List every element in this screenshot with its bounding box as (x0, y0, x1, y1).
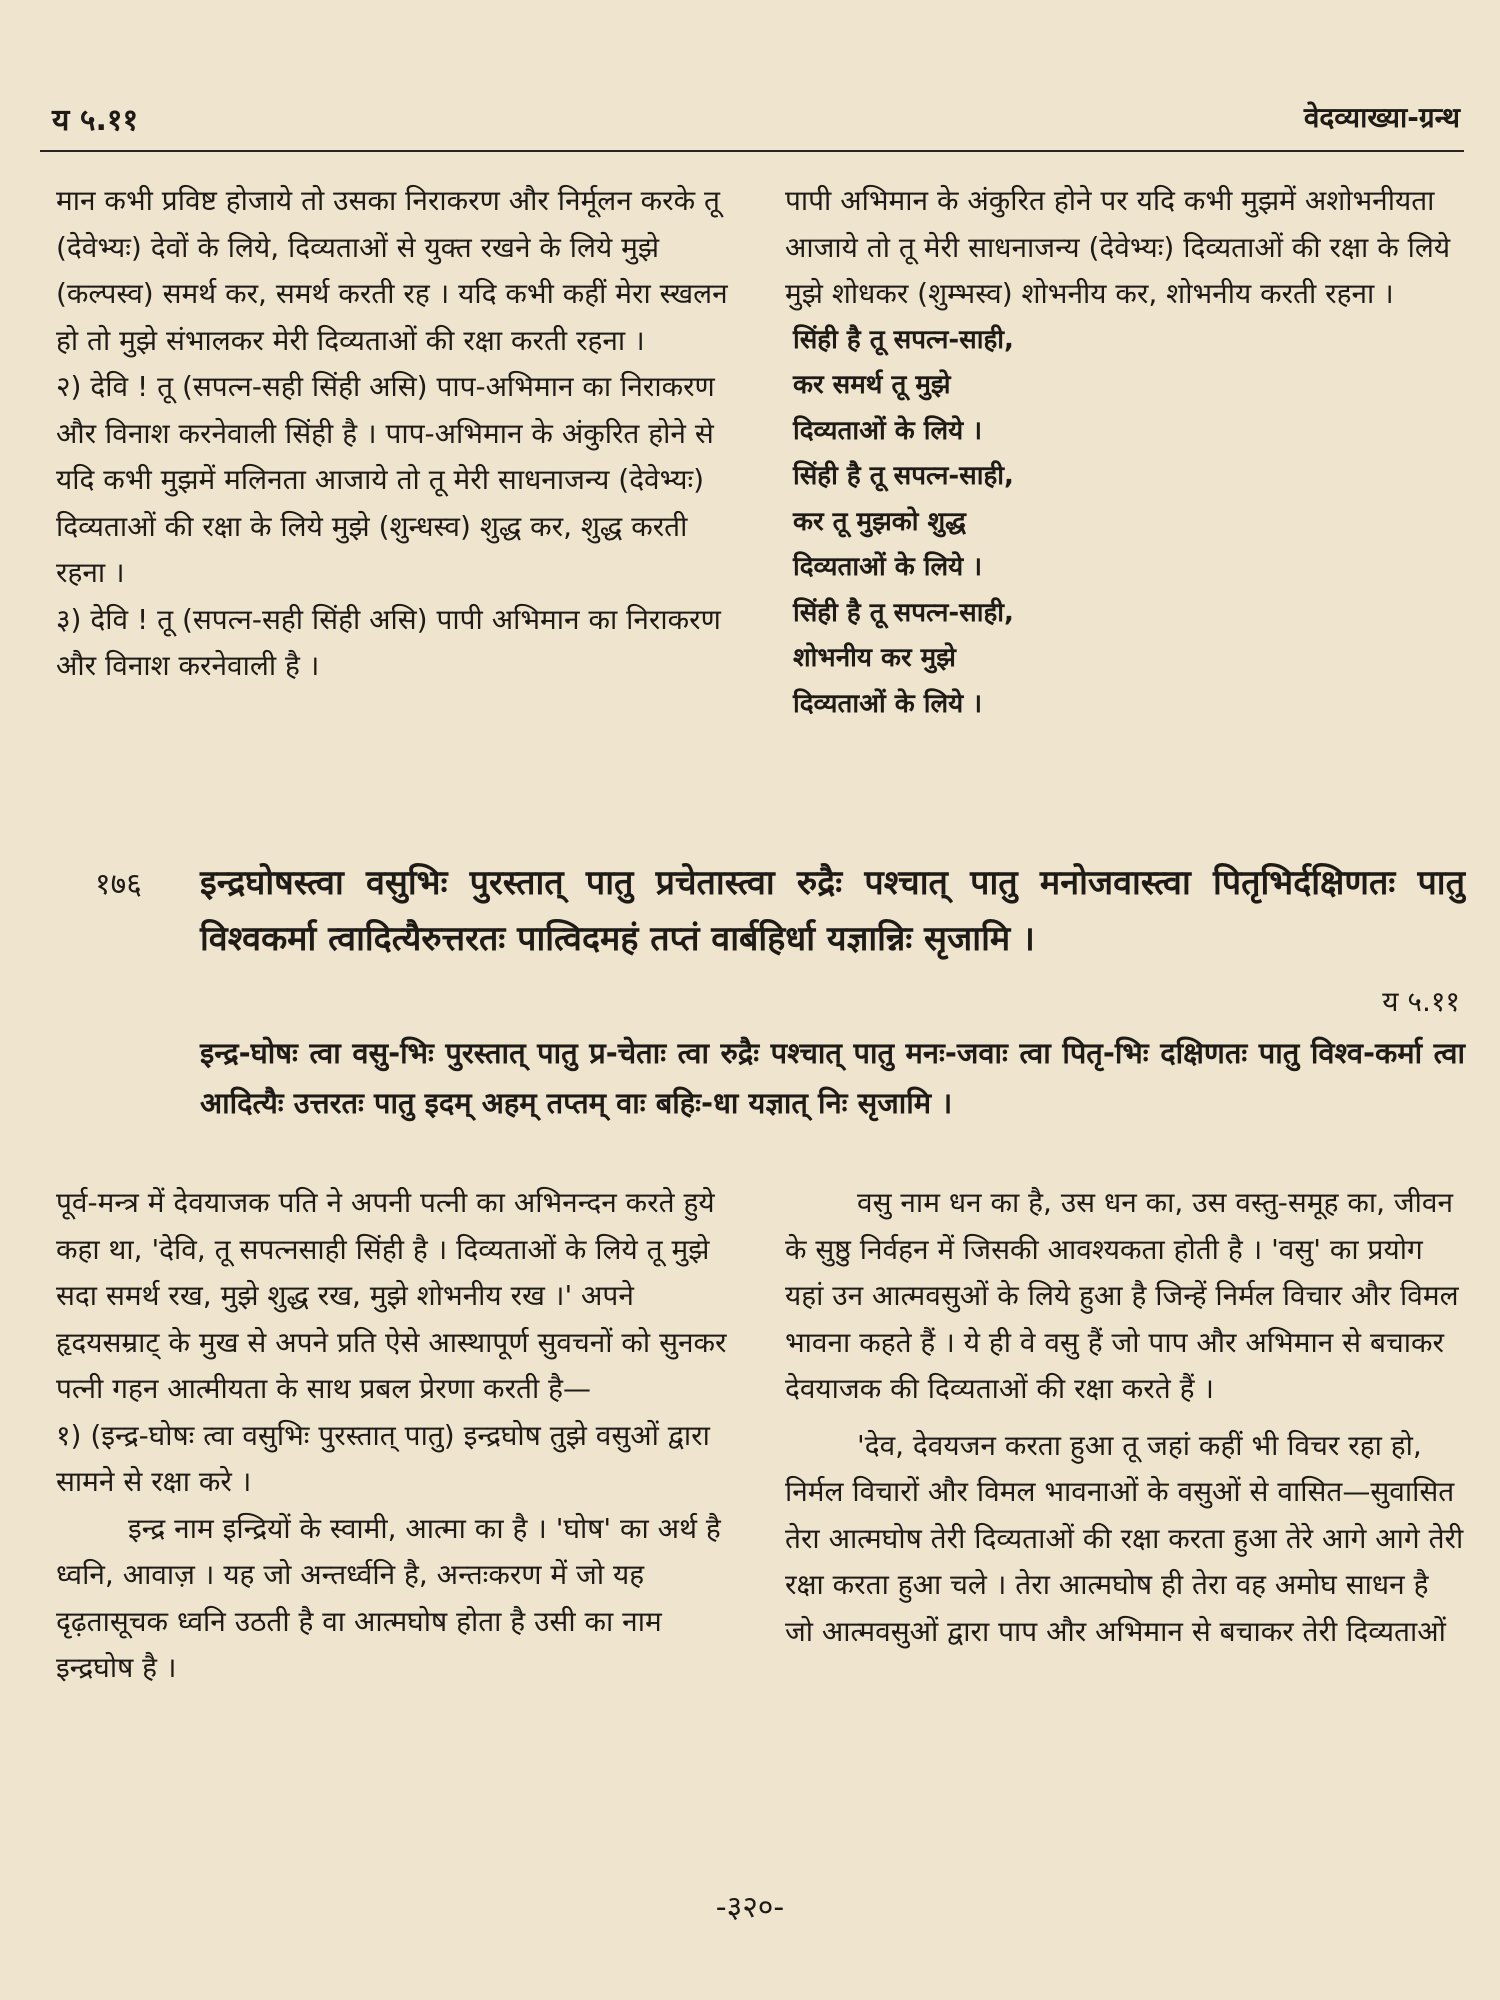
mantra-text: इन्द्रघोषस्त्वा वसुभिः पुरस्तात् पातु प्रचेतास्त्वा रुद्रैः पश्चात् पातु मनोजवास्त्वा पितृभिर्दक्षिणतः पातु विश्वकर्मा त्वादित्यैरुत्तरतः पात्विदमहं तप्तं वार्बहिर्धा यज्ञान्निः सृजामि । (200, 863, 1465, 959)
page-number: -३२०- (715, 1890, 785, 1925)
left-column-top (56, 178, 741, 690)
paragraph: मान कभी प्रविष्ट होजाये तो उसका निराकरण और निर्मूलन करके तू (देवेभ्यः) देवों के लिये, दिव्यताओं से युक्त रखने के लिये मुझे (कल्पस्व) समर्थ कर, समर्थ करती रह । यदि कभी कहीं मेरा स्खलन हो तो मुझे संभालकर मेरी दिव्यताओं की रक्षा करती रहना । (56, 184, 728, 357)
verse-block (785, 318, 1465, 728)
paragraph: पापी अभिमान के अंकुरित होने पर यदि कभी मुझमें अशोभनीयता आजाये तो तू मेरी साधनाजन्य (देवेभ्यः) दिव्यताओं की रक्षा के लिये मुझे शोधकर (शुम्भस्व) शोभनीय कर, शोभनीय करती रहना । (785, 184, 1451, 310)
verse-line: सिंही है तू सपत्न-साही, (793, 324, 1014, 355)
mantra-number: १७६ (95, 867, 142, 902)
running-header-reference: य ५.११ (52, 103, 139, 138)
verse-line: दिव्यताओं के लिये । (793, 552, 983, 582)
verse-line: दिव्यताओं के लिये । (793, 415, 983, 446)
running-header-title: वेदव्याख्या-ग्रन्थ (1303, 101, 1460, 134)
left-column-bottom (56, 1180, 741, 1692)
verse-line: कर तू मुझको शुद्ध (793, 506, 966, 537)
paragraph: 'देव, देवयजन करता हुआ तू जहां कहीं भी विचर रहा हो, निर्मल विचारों और विमल भावनाओं के वसुओं से वासित—सुवासित तेरा आत्मघोष तेरी दिव्यताओं की रक्षा करता हुआ तेरे आगे आगे तेरी रक्षा करता हुआ चले । तेरा आत्मघोष ही तेरा वह अमोघ साधन है जो आत्मवसुओं द्वारा पाप और अभिमान से बचाकर तेरी दिव्यताओं (785, 1428, 1464, 1648)
verse-line: दिव्यताओं के लिये । (793, 688, 983, 719)
paragraph: १) (इन्द्र-घोषः त्वा वसुभिः पुरस्तात् पातु) इन्द्रघोष तुझे वसुओं द्वारा सामने से रक्षा करे । (56, 1418, 710, 1498)
paragraph: पूर्व-मन्त्र में देवयाजक पति ने अपनी पत्नी का अभिनन्दन करते हुये कहा था, 'देवि, तू सपत्नसाही सिंही है । दिव्यताओं के लिये तू मुझे सदा समर्थ रख, मुझे शुद्ध रख, मुझे शोभनीय रख ।' अपने हृदयसम्राट् के मुख से अपने प्रति ऐसे आस्थापूर्ण सुवचनों को सुनकर पत्नी गहन आत्मीयता के साथ प्रबल प्रेरणा करती है— (56, 1186, 727, 1405)
verse-line: कर समर्थ तू मुझे (793, 370, 951, 400)
header-rule (40, 150, 1464, 152)
verse-line: सिंही है तू सपत्न-साही, (793, 597, 1014, 628)
mantra-padapatha: इन्द्र-घोषः त्वा वसु-भिः पुरस्तात् पातु प्र-चेताः त्वा रुद्रैः पश्चात् पातु मनः-जवाः त्वा पितृ-भिः दक्षिणतः पातु विश्व-कर्मा त्वा आदित्यैः उत्तरतः पातु इदम् अहम् तप्तम् वाः बहिः-धा यज्ञात् निः सृजामि । (200, 1036, 1465, 1120)
paragraph: वसु नाम धन का है, उस धन का, उस वस्तु-समूह का, जीवन के सुष्ठु निर्वहन में जिसकी आवश्यकता होती है । 'वसु' का प्रयोग यहां उन आत्मवसुओं के लिये हुआ है जिन्हें निर्मल विचार और विमल भावना कहते हैं । ये ही वे वसु हैं जो पाप और अभिमान से बचाकर देवयाजक की दिव्यताओं की रक्षा करते हैं । (785, 1186, 1459, 1405)
paragraph: इन्द्र नाम इन्द्रियों के स्वामी, आत्मा का है । 'घोष' का अर्थ है ध्वनि, आवाज़ । यह जो अन्तर्ध्वनि है, अन्तःकरण में जो यह दृढ़तासूचक ध्वनि उठती है वा आत्मघोष होता है उसी का नाम इन्द्रघोष है । (56, 1511, 721, 1684)
mantra-reference: य ५.११ (1382, 985, 1460, 1018)
verse-line: शोभनीय कर मुझे (793, 643, 956, 673)
paragraph: ३) देवि ! तू (सपत्न-सही सिंही असि) पापी अभिमान का निराकरण और विनाश करनेवाली है । (56, 602, 721, 682)
verse-line: सिंही है तू सपत्न-साही, (793, 461, 1014, 491)
right-column-top (785, 178, 1465, 727)
right-column-bottom (785, 1180, 1465, 1655)
paragraph: २) देवि ! तू (सपत्न-सही सिंही असि) पाप-अभिमान का निराकरण और विनाश करनेवाली सिंही है । पाप-अभिमान के अंकुरित होने से यदि कभी मुझमें मलिनता आजाये तो तू मेरी साधनाजन्य (देवेभ्यः) दिव्यताओं की रक्षा के लिये मुझे (शुन्धस्व) शुद्ध कर, शुद्ध करती रहना । (56, 370, 715, 589)
